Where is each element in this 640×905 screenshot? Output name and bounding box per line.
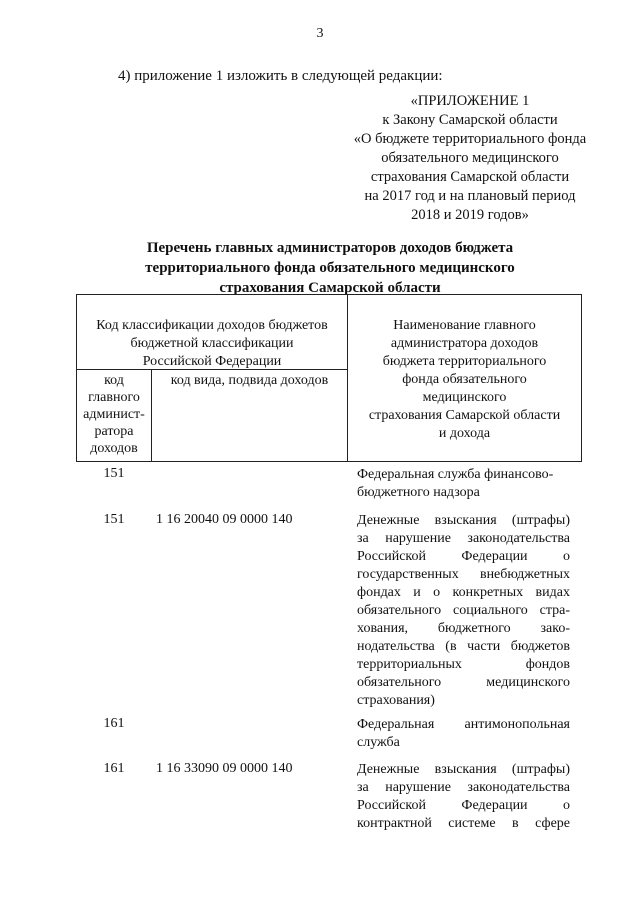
header-text: админист- — [83, 407, 145, 422]
appendix-line: на 2017 год и на плановый период — [364, 188, 576, 204]
header-text: и дохода — [438, 426, 491, 441]
header-text: главного — [88, 390, 140, 405]
appendix-line: «ПРИЛОЖЕНИЕ 1 — [410, 93, 530, 109]
intro-paragraph: 4) приложение 1 изложить в следующей редакции: — [118, 68, 443, 84]
appendix-header — [320, 92, 620, 225]
header-text: Наименование главного — [393, 318, 536, 333]
header-text: Российской Федерации — [142, 354, 282, 369]
row-name-line: нодательства (в части бюджетов — [357, 639, 570, 654]
row-name — [357, 716, 570, 752]
appendix-line: «О бюджете территориального фонда — [353, 131, 587, 147]
appendix-line: обязательного медицинского — [381, 150, 559, 166]
row-admin-code: 161 — [103, 761, 125, 776]
header-type-code — [151, 369, 348, 462]
appendix-line: к Закону Самарской области — [382, 112, 558, 128]
row-name-line: Денежные взыскания (штрафы) — [357, 762, 570, 777]
row-name-line: контрактной системе в сфере — [357, 816, 570, 831]
row-name — [357, 512, 570, 710]
header-classification — [76, 294, 348, 370]
row-name-line: государственных внебюджетных — [357, 567, 570, 582]
header-text: доходов — [90, 441, 138, 456]
row-admin-code: 161 — [103, 716, 125, 731]
row-name-line: за нарушение законодательства — [357, 531, 570, 546]
row-admin-code: 151 — [103, 512, 125, 527]
appendix-line: 2018 и 2019 годов» — [411, 207, 529, 223]
row-name-line: Российской Федерации о — [357, 549, 570, 564]
row-income-code: 1 16 33090 09 0000 140 — [156, 761, 293, 776]
row-name-line: бюджетного надзора — [357, 485, 480, 500]
row-name-line: служба — [357, 735, 400, 750]
row-name-line: обязательного медицинского — [357, 675, 570, 690]
row-name — [357, 466, 570, 502]
row-name-line: за нарушение законодательства — [357, 780, 570, 795]
header-text: код вида, подвида доходов — [170, 373, 329, 388]
row-name-line: страхования) — [357, 693, 435, 708]
title-line: страхования Самарской области — [219, 280, 441, 296]
row-name-line: обязательного социального стра- — [357, 603, 570, 618]
row-name — [357, 761, 570, 833]
title-line: Перечень главных администраторов доходов бюджета — [146, 240, 514, 256]
page-number: 3 — [316, 26, 324, 41]
header-name — [347, 294, 582, 462]
row-name-line: хования, бюджетного зако- — [357, 621, 570, 636]
header-text: фонда обязательного — [402, 372, 527, 387]
header-text: код — [104, 373, 124, 388]
header-admin-code — [76, 369, 152, 462]
header-text: бюджета территориального — [382, 354, 547, 369]
header-text: страхования Самарской области — [368, 408, 561, 423]
row-admin-code: 151 — [103, 466, 125, 481]
row-name-line: территориальных фондов — [357, 657, 570, 672]
header-text: бюджетной классификации — [130, 336, 294, 351]
row-name-line: Федеральная антимонопольная — [357, 717, 570, 732]
header-text: медицинского — [422, 390, 507, 405]
row-name-line: Денежные взыскания (штрафы) — [357, 513, 570, 528]
title-line: территориального фонда обязательного медицинского — [145, 260, 515, 276]
appendix-line: страхования Самарской области — [370, 169, 570, 185]
row-name-line: Российской Федерации о — [357, 798, 570, 813]
header-text: ратора — [94, 424, 134, 439]
row-name-line: фондах и о конкретных видах — [357, 585, 570, 600]
header-text: Код классификации доходов бюджетов — [96, 318, 328, 333]
row-income-code: 1 16 20040 09 0000 140 — [156, 512, 293, 527]
header-text: администратора доходов — [390, 336, 539, 351]
row-name-line: Федеральная служба финансово- — [357, 467, 554, 482]
list-title — [60, 238, 600, 298]
